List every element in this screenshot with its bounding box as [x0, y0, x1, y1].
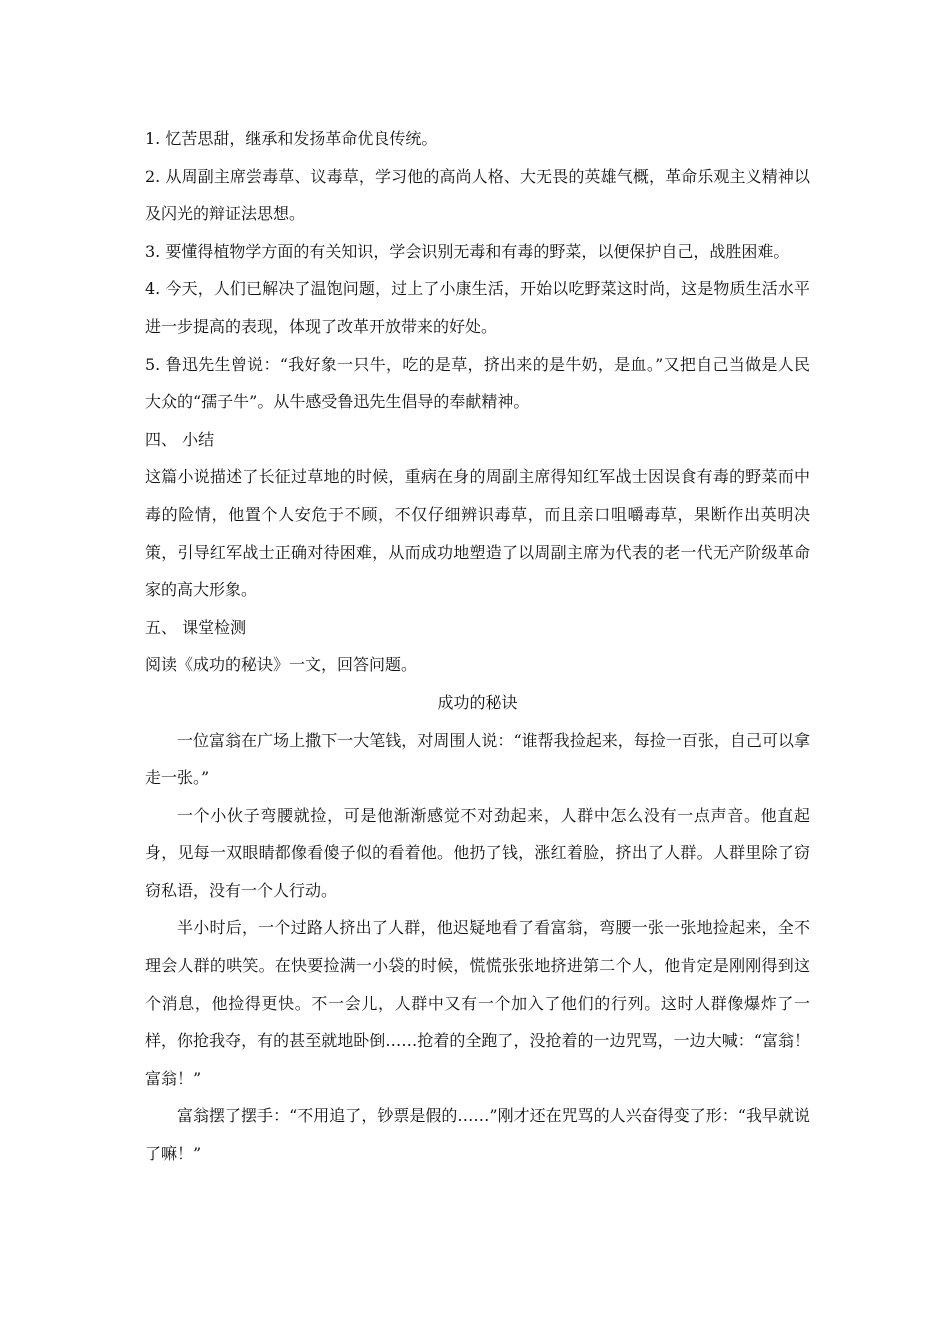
list-item-2: 2. 从周副主席尝毒草、议毒草，学习他的高尚人格、大无畏的英雄气概，革命乐观主义精神以及闪光的辩证法思想。 — [145, 166, 810, 224]
list-item-5: 5. 鲁迅先生曾说：“我好象一只牛，吃的是草，挤出来的是牛奶，是血。”又把自己当做是人民大众的“孺子牛”。从牛感受鲁迅先生倡导的奉献精神。 — [145, 354, 810, 412]
list-item-1: 1. 忆苦思甜，继承和发扬革命优良传统。 — [145, 129, 438, 148]
story-paragraph-1: 一位富翁在广场上撒下一大笔钱，对周围人说：“谁帮我捡起来，每捡一百张，自己可以拿走一张。” — [145, 730, 810, 788]
summary-paragraph: 这篇小说描述了长征过草地的时候，重病在身的周副主席得知红军战士因误食有毒的野菜而中毒的险情，他置个人安危于不顾，不仅仔细辨识毒草，而且亲口咀嚼毒草，果断作出英明决策，引导红军战士正确对待困难，从而成功地塑造了以周副主席为代表的老一代无产阶级革命家的高大形象。 — [145, 467, 810, 600]
quiz-instruction: 阅读《成功的秘诀》一文，回答问题。 — [145, 655, 418, 675]
document-body — [145, 120, 810, 1173]
story-paragraph-2: 一个小伙子弯腰就捡，可是他渐渐感觉不对劲起来，人群中怎么没有一点声音。他直起身，见每一双眼睛都像看傻子似的看着他。他扔了钱，涨红着脸，挤出了人群。人群里除了窃窃私语，没有一个人行动。 — [145, 805, 810, 900]
story-title: 成功的秘诀 — [437, 692, 518, 712]
story-paragraph-4: 富翁摆了摆手：“不用追了，钞票是假的……”刚才还在咒骂的人兴奋得变了形：“我早就说了嘛！” — [145, 1106, 810, 1164]
story-paragraph-3: 半小时后，一个过路人挤出了人群，他迟疑地看了看富翁，弯腰一张一张地捡起来，全不理会人群的哄笑。在快要捡满一小袋的时候，慌慌张张地挤进第二个人，他肯定是刚刚得到这个消息，他捡得更快。不一会儿，人群中又有一个加入了他们的行列。这时人群像爆炸了一样，你抢我夺，有的甚至就地卧倒……抢着的全跑了，没抢着的一边咒骂，一边大喊：“富翁！富翁！” — [145, 918, 810, 1088]
section-heading-quiz: 五、 课堂检测 — [145, 617, 247, 637]
section-heading-summary: 四、 小结 — [145, 429, 215, 449]
list-item-4: 4. 今天，人们已解决了温饱问题，过上了小康生活，开始以吃野菜这时尚，这是物质生活水平进一步提高的表现，体现了改革开放带来的好处。 — [145, 279, 810, 336]
list-item-3: 3. 要懂得植物学方面的有关知识，学会识别无毒和有毒的野菜，以便保护自己，战胜困难。 — [145, 241, 790, 261]
